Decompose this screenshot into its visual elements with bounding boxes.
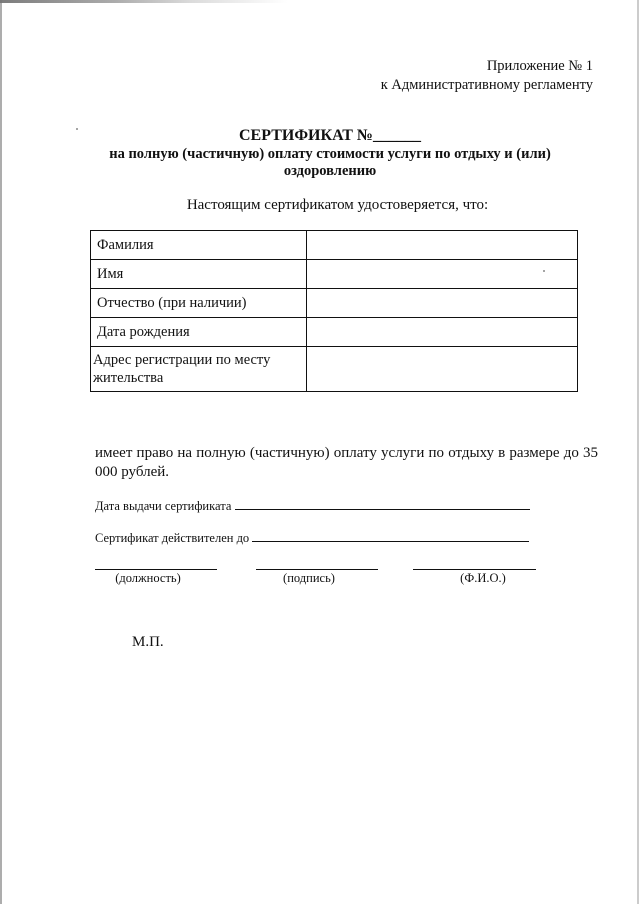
valid-until-label: Сертификат действителен до [95,531,250,545]
issue-date-field [95,497,530,514]
entitlement-text: имеет право на полную (частичную) оплату услуги по отдыху в размере до 35 000 рублей. [95,445,598,480]
title-block [60,126,600,180]
name-line[interactable] [413,569,536,570]
name-caption: (Ф.И.О.) [460,571,506,585]
valid-until-line[interactable] [252,529,529,542]
signature-line[interactable] [256,569,378,570]
table-row [91,289,578,318]
certificate-title: СЕРТИФИКАТ №______ [239,127,421,144]
table-row [91,231,578,260]
row-value-surname[interactable] [307,231,578,260]
issue-date-label: Дата выдачи сертификата [95,499,232,513]
scan-edge-left [0,0,2,904]
row-value-patronymic[interactable] [307,289,578,318]
row-label-patronymic: Отчество (при наличии) [91,289,307,318]
table-row [91,318,578,347]
certificate-subtitle: на полную (частичную) оплату стоимости услуги по отдыху и (или) оздоровлению [109,146,551,179]
scan-edge-top [0,0,639,3]
row-value-birth-date[interactable] [307,318,578,347]
appendix-number: Приложение № 1 [486,58,593,74]
row-label-birth-date: Дата рождения [91,318,307,347]
row-label-address: Адрес регистрации по месту жительства [91,347,307,392]
position-line[interactable] [95,569,217,570]
signature-caption: (подпись) [283,571,335,585]
table-row [91,347,578,392]
position-caption: (должность) [115,571,181,585]
row-label-name: Имя [91,260,307,289]
table-row [91,260,578,289]
row-value-address[interactable] [307,347,578,392]
intro-text: Настоящим сертификатом удостоверяется, что: [186,197,489,213]
valid-until-field [95,529,529,546]
person-details-table [90,230,578,392]
scan-speck [76,128,78,130]
appendix-reference: к Административному регламенту [380,77,593,93]
issue-date-line[interactable] [235,497,530,510]
row-label-surname: Фамилия [91,231,307,260]
row-value-name[interactable] [307,260,578,289]
scan-speck [543,270,545,272]
appendix-note [381,57,593,95]
stamp-place: М.П. [132,634,164,650]
